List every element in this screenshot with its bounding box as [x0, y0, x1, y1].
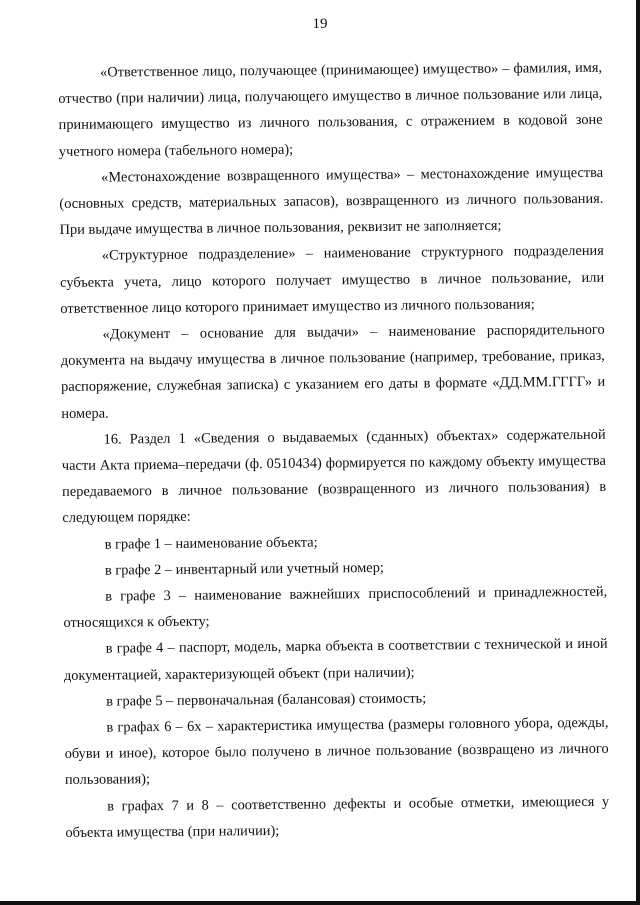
paragraph-returned-location: «Местонахождение возвращенного имущества» – местонахождение имущества (основных средств, материальных запасов), возвращенного из личного пользования. При выдаче имущества в личное пользования, реквизит не заполняется; — [59, 164, 604, 239]
page-number: 19 — [312, 16, 328, 32]
paragraph-responsible-person: «Ответственное лицо, получающее (принимающее) имущество» – фамилия, имя, отчество (при наличии) лица, получающего имущество в личное пользование или лица, принимающего имущество из личного пользования, с отражением в кодовой зоне учетного номера (табельного номера); — [58, 59, 603, 160]
paragraph-structural-unit: «Структурное подразделение» – наименование структурного подразделения субъекта учета, лицо которого получает имущество в личное пользование, или ответственное лицо которого принимает имущество из личного пользования; — [60, 243, 605, 317]
paragraph-column-5: в графе 5 – первоначальная (балансовая) стоимость; — [106, 690, 427, 710]
paragraph-column-4: в графе 4 – паспорт, модель, марка объекта в соответствии с технической и иной документацией, характеризующей объект (при наличии); — [63, 636, 608, 684]
paragraph-column-3: в графе 3 – наименование важнейших приспособлений и принадлежностей, относящихся к объекту; — [63, 583, 608, 632]
paragraph-column-1: в графе 1 – наименование объекта; — [104, 534, 318, 553]
document-body — [58, 55, 610, 846]
paragraph-basis-document: «Документ – основание для выдачи» – наименование распорядительного документа на выдачу имущества в личное пользование (например, требование, приказ, распоряжение, служебная записка) с указанием его даты в формате «ДД.ММ.ГГГГ» и номера. — [60, 321, 606, 422]
paragraph-columns-6-6x: в графах 6 – 6х – характеристика имущества (размеры головного убора, одежды, обуви и иное), которое было получено в личное пользование (возвращено из личного пользования); — [64, 714, 609, 789]
paragraph-columns-7-8: в графах 7 и 8 – соответственно дефекты и особые отметки, имеющиеся у объекта имущества (при наличии); — [65, 793, 610, 841]
paragraph-column-2: в графе 2 – инвентарный или учетный номер; — [104, 559, 384, 579]
paragraph-section-16: 16. Раздел 1 «Сведения о выдаваемых (сданных) объектах» содержательной части Акта приема–передачи (ф. 0510434) формируется по каждому объекту имущества передаваемого в личное пользование (возвращенного из личного пользования) в следующем порядке: — [61, 426, 607, 527]
